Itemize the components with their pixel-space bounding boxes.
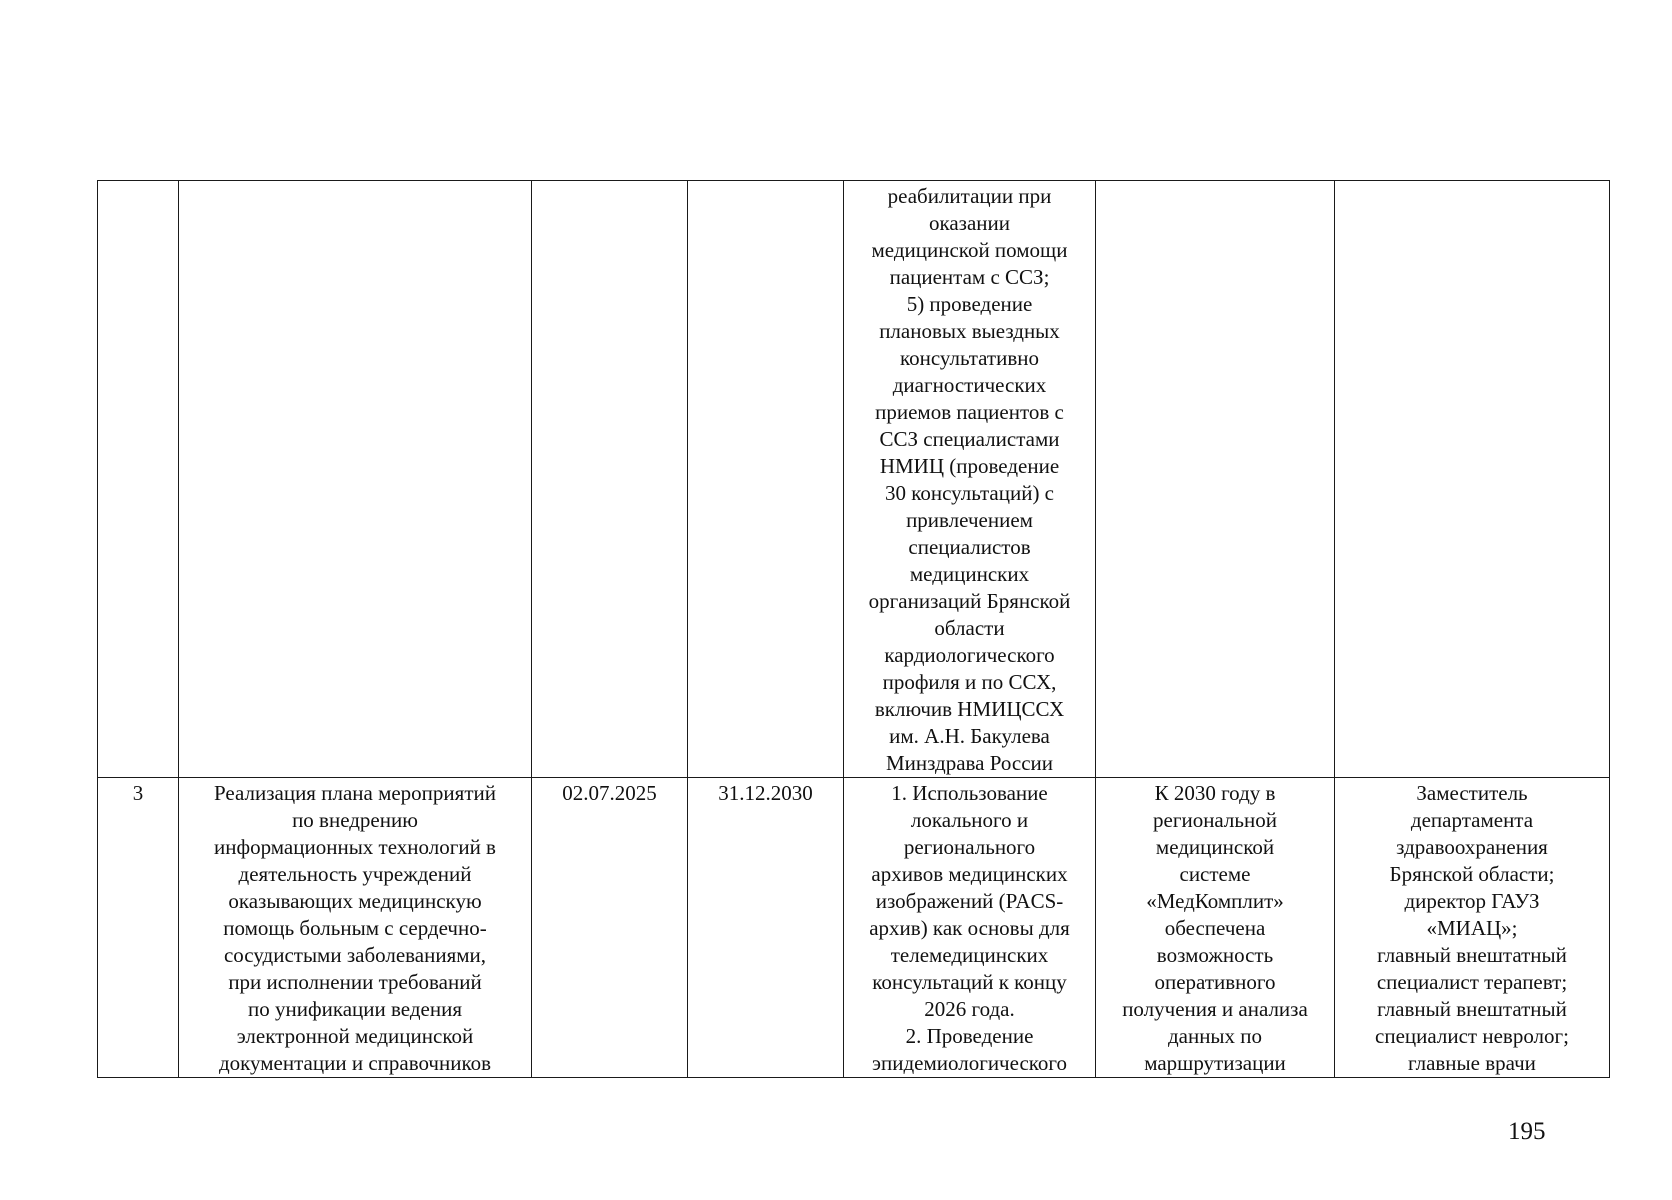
- text-line: организаций Брянской: [868, 589, 1071, 613]
- cell-number: [98, 181, 179, 778]
- text-line: Реализация плана мероприятий: [214, 781, 496, 805]
- text-line: эпидемиологического: [871, 1051, 1068, 1075]
- text-line: 30 консультаций) с: [884, 481, 1055, 505]
- text-line: оказании: [928, 211, 1011, 235]
- text-line: НМИЦ (проведение: [879, 454, 1060, 478]
- cell-responsible: [1335, 181, 1610, 778]
- text-line: локального и: [910, 808, 1029, 832]
- text-line: им. А.Н. Бакулева: [889, 724, 1050, 748]
- text-line: приемов пациентов с: [875, 400, 1064, 424]
- text-line: документации и справочников: [218, 1051, 492, 1075]
- cell-indicator: [1096, 181, 1335, 778]
- text-line: помощь больным с сердечно-: [223, 916, 487, 940]
- text-line: пациентам с ССЗ;: [889, 265, 1050, 289]
- text-line: 2. Проведение: [905, 1024, 1034, 1048]
- text-line: «МедКомплит»: [1146, 889, 1284, 913]
- text-line: изображений (PACS-: [875, 889, 1064, 913]
- text-line: Минздрава России: [885, 751, 1054, 775]
- text-line: Заместитель: [1416, 781, 1528, 805]
- text-line: кардиологического: [884, 643, 1055, 667]
- text-line: консультативно: [899, 346, 1040, 370]
- text-line: ССЗ специалистами: [879, 427, 1060, 451]
- cell-end-date: 31.12.2030: [688, 778, 844, 1078]
- page-number: 195: [1508, 1118, 1546, 1145]
- text-line: департамента: [1410, 808, 1534, 832]
- text-line: 1. Использование: [891, 781, 1048, 805]
- text-line: телемедицинских: [890, 943, 1049, 967]
- text-line: специалист невролог;: [1375, 1024, 1569, 1048]
- cell-responsible: [1335, 778, 1610, 1078]
- text-line: архив) как основы для: [869, 916, 1070, 940]
- cell-event: [179, 778, 532, 1078]
- text-line: получения и анализа: [1122, 997, 1308, 1021]
- text-line: региональной: [1153, 808, 1277, 832]
- text-line: Брянской области;: [1389, 862, 1555, 886]
- table-row-continuation: [98, 181, 1610, 778]
- text-line: системе: [1179, 862, 1251, 886]
- table-row-3: [98, 778, 1610, 1078]
- cell-number: 3: [98, 778, 179, 1078]
- text-line: привлечением: [906, 508, 1033, 532]
- text-line: включив НМИЦССХ: [874, 697, 1065, 721]
- text-line: главный внештатный: [1377, 943, 1567, 967]
- text-line: данных по: [1167, 1024, 1263, 1048]
- text-line: главный внештатный: [1377, 997, 1567, 1021]
- text-line: по унификации ведения: [248, 997, 462, 1021]
- cell-start-date: [532, 181, 688, 778]
- text-line: здравоохранения: [1396, 835, 1548, 859]
- text-line: К 2030 году в: [1154, 781, 1276, 805]
- text-line: консультаций к концу: [872, 970, 1067, 994]
- text-line: оказывающих медицинскую: [228, 889, 482, 913]
- text-line: 5) проведение: [906, 292, 1033, 316]
- text-line: плановых выездных: [879, 319, 1060, 343]
- text-line: области: [934, 616, 1005, 640]
- action-plan-table: [97, 180, 1610, 1078]
- cell-expected-result: [844, 181, 1096, 778]
- text-line: специалист терапевт;: [1376, 970, 1568, 994]
- cell-start-date: 02.07.2025: [532, 778, 688, 1078]
- text-line: деятельность учреждений: [238, 862, 472, 886]
- text-line: профиля и по ССХ,: [882, 670, 1057, 694]
- cell-indicator: [1096, 778, 1335, 1078]
- text-line: «МИАЦ»;: [1426, 916, 1518, 940]
- text-line: сосудистыми заболеваниями,: [223, 943, 487, 967]
- text-line: маршрутизации: [1144, 1051, 1286, 1075]
- text-line: электронной медицинской: [236, 1024, 474, 1048]
- text-line: диагностических: [892, 373, 1047, 397]
- text-line: медицинской помощи: [871, 238, 1068, 262]
- text-line: обеспечена: [1164, 916, 1266, 940]
- text-line: архивов медицинских: [871, 862, 1068, 886]
- text-line: информационных технологий в: [214, 835, 496, 859]
- text-line: по внедрению: [292, 808, 418, 832]
- cell-end-date: [688, 181, 844, 778]
- text-line: медицинских: [909, 562, 1030, 586]
- cell-event: [179, 181, 532, 778]
- text-line: реабилитации при: [887, 184, 1052, 208]
- text-line: при исполнении требований: [228, 970, 482, 994]
- cell-expected-result: [844, 778, 1096, 1078]
- text-line: медицинской: [1155, 835, 1275, 859]
- text-line: специалистов: [908, 535, 1031, 559]
- text-line: 2026 года.: [924, 997, 1015, 1021]
- text-line: директор ГАУЗ: [1404, 889, 1540, 913]
- text-line: главные врачи: [1408, 1051, 1536, 1075]
- text-line: возможность: [1156, 943, 1274, 967]
- text-line: оперативного: [1154, 970, 1276, 994]
- text-line: регионального: [903, 835, 1036, 859]
